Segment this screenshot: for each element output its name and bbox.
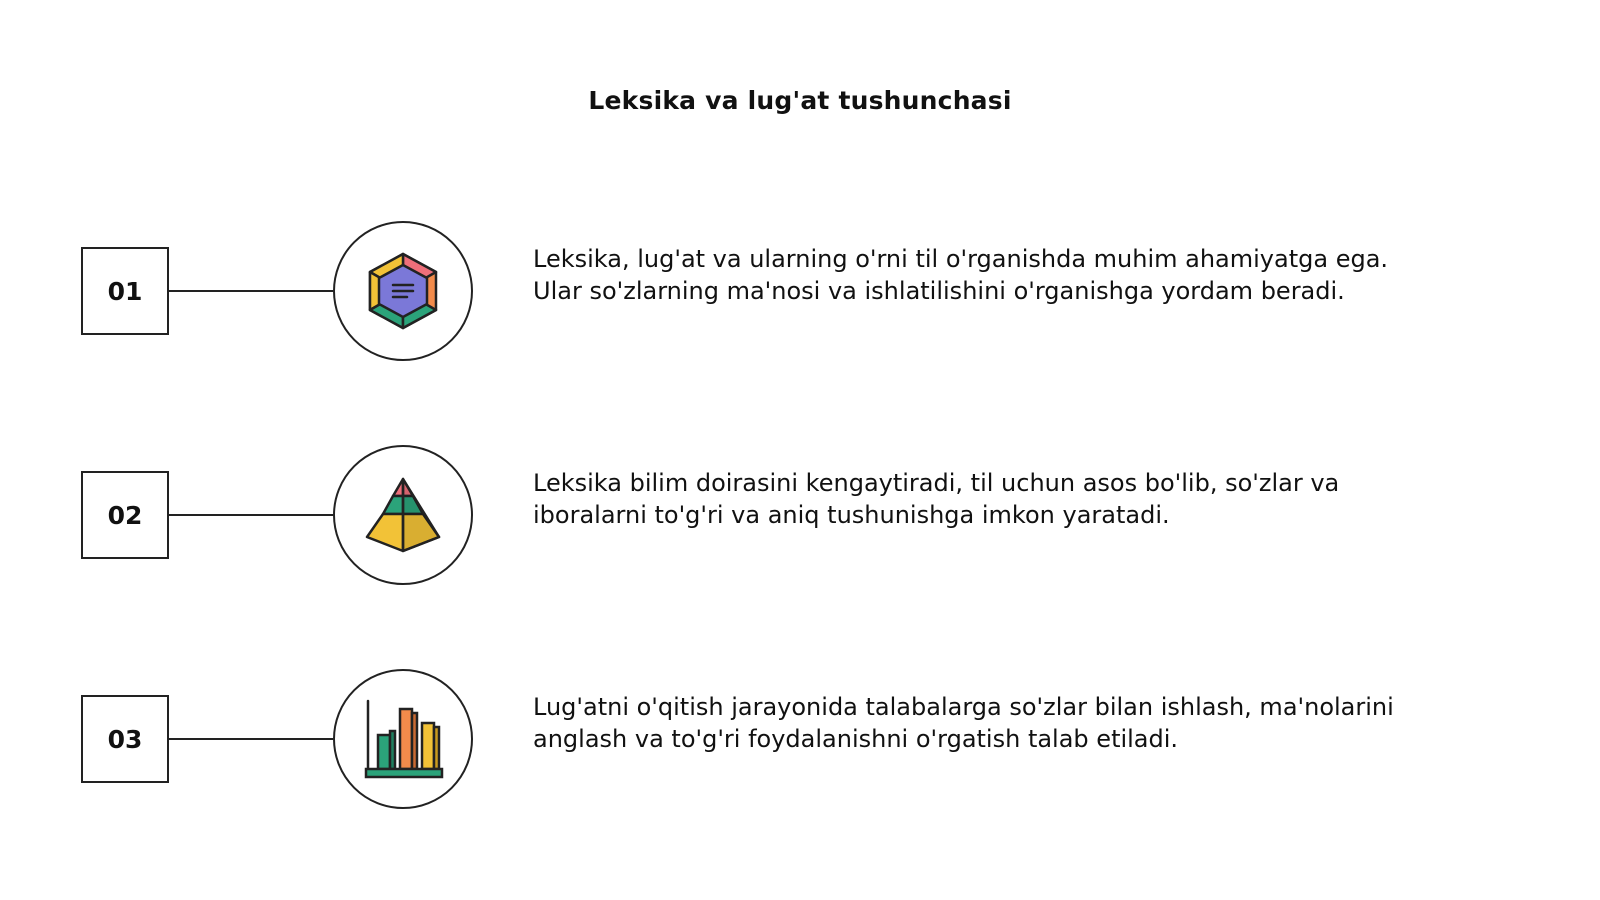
slide-title: Leksika va lug'at tushunchasi xyxy=(588,86,1012,115)
item-number: 01 xyxy=(107,276,143,306)
item-description-line: Leksika, lug'at va ularning o'rni til o'rganishda muhim ahamiyatga ega. xyxy=(533,245,1389,273)
item-number-box xyxy=(81,695,169,783)
list-item xyxy=(0,445,1600,585)
item-number-box xyxy=(81,471,169,559)
item-description-line: Lug'atni o'qitish jarayonida talabalarga so'zlar bilan ishlash, ma'nolarini xyxy=(533,693,1394,721)
item-description-line: Ular so'zlarning ma'nosi va ishlatilishini o'rganishga yordam beradi. xyxy=(533,277,1345,305)
item-description xyxy=(533,467,1553,531)
item-description xyxy=(533,243,1553,307)
icon-circle xyxy=(333,669,473,809)
item-description-line: anglash va to'g'ri foydalanishni o'rgatish talab etiladi. xyxy=(533,725,1179,753)
connector-line xyxy=(169,514,333,516)
item-number: 02 xyxy=(107,500,143,530)
pyramid-icon xyxy=(363,475,443,555)
connector-line xyxy=(169,290,333,292)
list-item xyxy=(0,669,1600,809)
item-description-line: Leksika bilim doirasini kengaytiradi, til uchun asos bo'lib, so'zlar va xyxy=(533,469,1340,497)
item-number: 03 xyxy=(107,724,143,754)
item-number-box xyxy=(81,247,169,335)
icon-circle xyxy=(333,221,473,361)
list-item xyxy=(0,221,1600,361)
connector-line xyxy=(169,738,333,740)
icon-circle xyxy=(333,445,473,585)
hexagon-document-icon xyxy=(365,251,441,331)
item-description xyxy=(533,691,1553,755)
item-description-line: iboralarni to'g'ri va aniq tushunishga imkon yaratadi. xyxy=(533,501,1170,529)
bar-chart-icon xyxy=(362,697,444,781)
